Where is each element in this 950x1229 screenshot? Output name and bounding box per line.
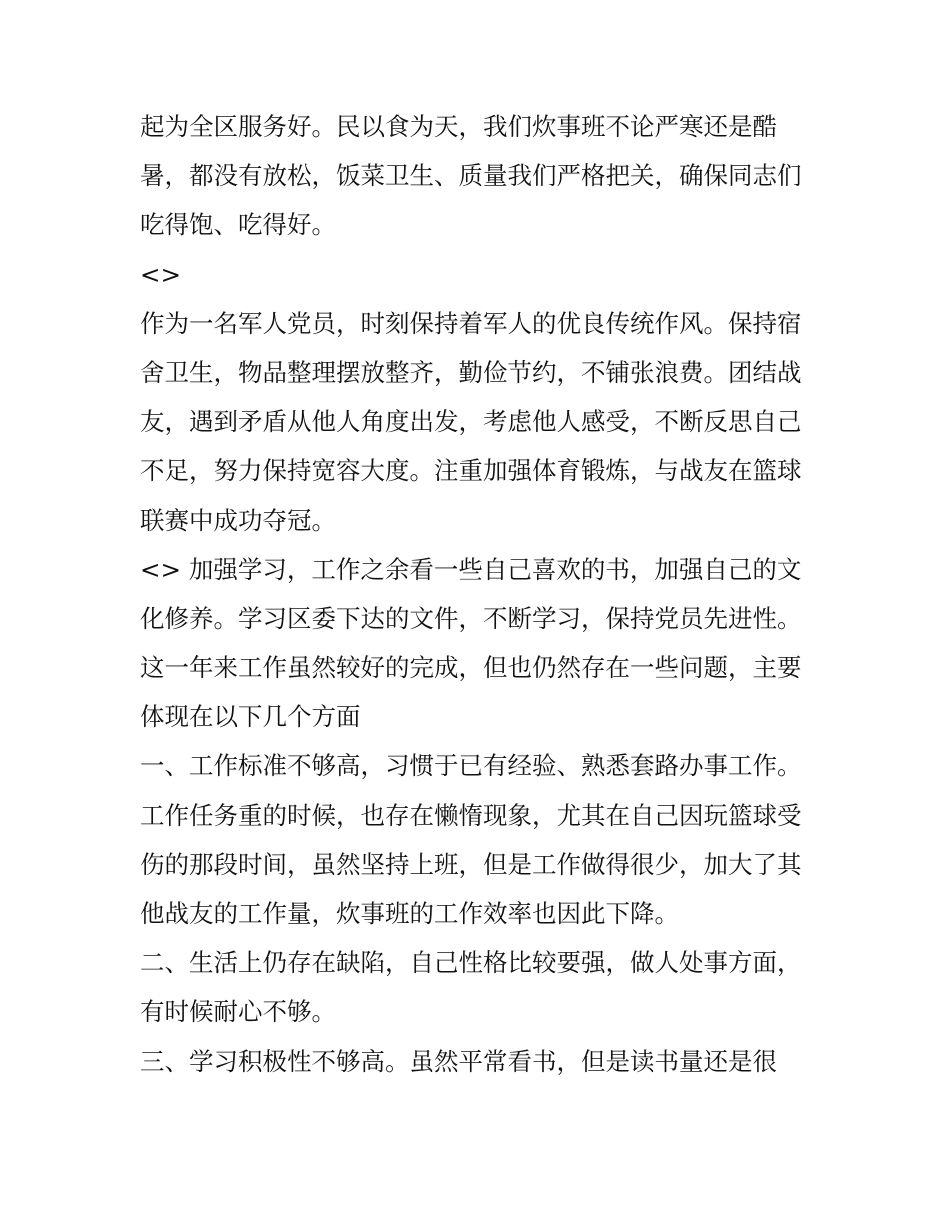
text-line: 他战友的工作量，炊事班的工作效率也因此下降。 (140, 899, 679, 928)
document-body (140, 102, 820, 1086)
text-line: 三、学习积极性不够高。虽然平常看书，但是读书量还是很 (140, 1046, 777, 1076)
text-line: 作为一名军人党员，时刻保持着军人的优良传统作风。保持宿 (140, 308, 802, 338)
text-line: <> (140, 259, 182, 289)
text-line: 起为全区服务好。民以食为天，我们炊事班不论严寒还是酷 (140, 112, 777, 141)
text-line: 联赛中成功夺冠。 (140, 505, 336, 535)
text-line: 一、工作标准不够高，习惯于已有经验、熟悉套路办事工作。 (140, 751, 802, 781)
text-line: 体现在以下几个方面 (140, 702, 361, 732)
text-line: 化修养。学习区委下达的文件，不断学习，保持党员先进性。 (140, 603, 802, 633)
text-line: 不足，努力保持宽容大度。注重加强体育锻炼，与战友在篮球 (140, 456, 802, 486)
text-line: 暑，都没有放松，饭菜卫生、质量我们严格把关，确保同志们 (140, 161, 802, 191)
text-line: 有时候耐心不够。 (140, 997, 336, 1027)
text-line: 吃得饱、吃得好。 (140, 210, 336, 240)
text-line: 舍卫生，物品整理摆放整齐，勤俭节约，不铺张浪费。团结战 (140, 357, 802, 387)
text-line: 友，遇到矛盾从他人角度出发，考虑他人感受，不断反思自己 (140, 407, 802, 437)
text-line: 二、生活上仍存在缺陷，自己性格比较要强，做人处事方面， (140, 948, 802, 978)
text-line: 这一年来工作虽然较好的完成，但也仍然存在一些问题，主要 (140, 653, 802, 683)
text-line: <> 加强学习，工作之余看一些自己喜欢的书，加强自己的文 (140, 554, 802, 584)
text-line: 伤的那段时间，虽然坚持上班，但是工作做得很少，加大了其 (140, 849, 802, 879)
text-line: 工作任务重的时候，也存在懒惰现象，尤其在自己因玩篮球受 (140, 800, 802, 830)
